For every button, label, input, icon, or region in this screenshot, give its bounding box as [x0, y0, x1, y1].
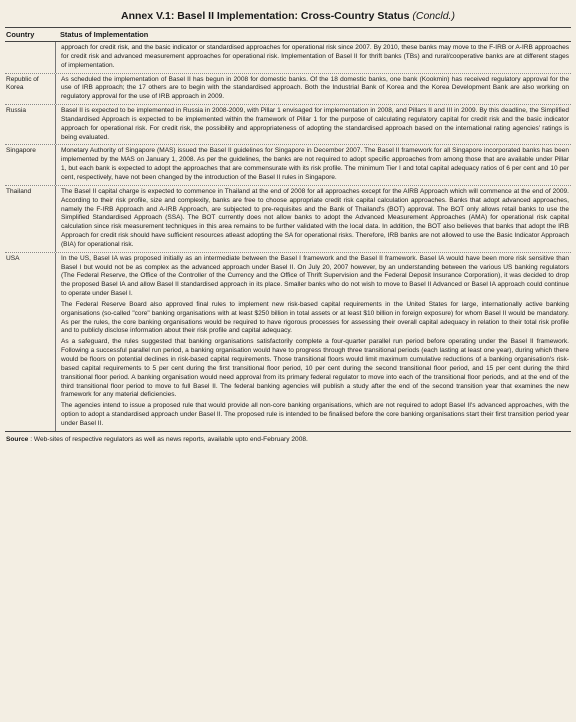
table-row-russia — [5, 105, 571, 145]
status-paragraph: As scheduled the implementation of Basel II has begun in 2008 for domestic banks. Of the 18 domestic banks, one bank (Kookmin) has received regulatory approval for the use of IRB approach; the 17 others are to begin with the standardised approach. Both the Industrial Bank of Korea and the Korea Development Bank are also working on regulatory approval for the use of IRB approach in 2009. — [61, 75, 569, 101]
status-paragraph: The Basel II capital charge is expected to commence in Thailand at the end of 2008 for all approaches except for the AIRB Approach which will commence at the end of 2009. According to their risk profile, size and complexity, banks are free to choose appropriate credit risk capital calculation approaches. Banks that adopt advanced approaches, namely the F-IRB Approach and A-IRB Approach, are subjected to pre-requisites and the Bank of Thailand's (BOT) approval. The BOT only allows retail banks to use the Simplified Standardised Approach (SSA). The BOT currently does not allow banks to adopt the Advanced Measurement Approaches (AMA) for operational risk capital calculation since risk measurement techniques in this area remains to be further validated with the local data. In addition, the BOT also believes that banks that adopt the IRB Approach for credit risk should have sufficient resources atleast adopting the SA for operational risks. Therefore, IRB banks are not allowed to use the Basic Indicator Approach (BIA) for operational risk. — [61, 187, 569, 248]
row-country: Russia — [6, 107, 27, 115]
row-country: USA — [6, 254, 20, 262]
row-country — [5, 42, 55, 73]
row-status — [55, 74, 571, 105]
source-note — [5, 432, 571, 445]
header-country: Country — [6, 30, 35, 39]
status-paragraph: approach for credit risk, and the basic indicator or standardised approaches for operational risk since 2007. By 2010, these banks may move to the F-IRB or A-IRB approaches for credit risk and advanced measurement approaches for operational risk. Implementation of Basel II for thrift banks (TBs) and rural/cooperative banks are at different stages of implementation. — [61, 44, 569, 69]
annex-title-main: Annex V.1: Basel II Implementation: Cross-Country Status — [121, 10, 410, 22]
row-status — [55, 253, 571, 431]
table-row-thailand — [5, 186, 571, 253]
table-row-usa — [5, 253, 571, 432]
header-status: Status of Implementation — [60, 30, 149, 39]
row-country: Thailand — [6, 187, 32, 195]
source-text: : Web-sites of respective regulators as well as news reports, available upto end-February 2008. — [28, 435, 308, 443]
status-paragraph: Basel II is expected to be implemented in Russia in 2008-2009, with Pillar 1 envisaged for implementation in 2008, and Pillars II and III in 2009. By this deadline, the Simplified Standardised Approach is expected to be implemented within the framework of Pillar 1 for the purpose of calculating regulatory capital for credit risk and the basic indicator approach for operational risk. For credit risk, the possibility and appropriateness of adopting the standardised approach based on the international rating agencies' ratings is being evaluated. — [61, 107, 569, 141]
annex-title-suffix: (Concld.) — [412, 10, 455, 22]
row-status — [55, 145, 571, 184]
status-paragraph: The agencies intend to issue a proposed rule that would provide all non-core banking organisations, which are not required to adopt Basel II's advanced approaches, with the option to adopt a standardised approach under Basel II. The proposed rule is intended to be finalised before the core banking organisations start their first transition period year under Basel II. — [61, 402, 569, 427]
table-row-korea — [5, 74, 571, 106]
table-header — [5, 28, 571, 42]
status-paragraph: Monetary Authority of Singapore (MAS) issued the Basel II guidelines for Singapore in December 2007. The Basel II framework for all Singapore incorporated banks has been implemented by the MAS on January 1, 2008. As per the guidelines, the banks are not required to adopt specific approaches from among those that are available under Pillar 1, but each bank is expected to adopt the approaches that are commensurate with its risk profile. The minimum Tier I and total capital adequacy ratios of 6 per cent and 10 per cent, respectively, have not been changed by the introduction of the Basel II rules in Singapore. — [61, 147, 569, 181]
row-status — [55, 42, 571, 73]
annex-page — [5, 4, 571, 445]
table-row-philippines-continued — [5, 42, 571, 74]
table-row-singapore — [5, 145, 571, 185]
row-status — [55, 105, 571, 144]
row-country: Singapore — [6, 147, 36, 155]
row-country: Republic of Korea — [6, 75, 39, 92]
status-paragraph: The Federal Reserve Board also approved final rules to implement new risk-based capital requirements in the United States for large, internationally active banking organisations (so-called "core" banking organisations with at least $250 billion in total assets or at least $10 billion in foreign exposure) for whom Basel II would be mandatory. As per the rules, the core banking organisations would be required to have rigorous processes for assessing their overall capital adequacy in relation to their total risk profile and to publicly disclose information about their risk profile and capital adequacy. — [61, 300, 569, 335]
status-paragraph: As a safeguard, the rules suggested that banking organisations satisfactorily complete a four-quarter parallel run period before operating under the Basel II framework. Following a successful parallel run period, a banking organisation would have to progress through three transitional periods (each lasting at least one year), during which there would be floors on potential declines in risk-based capital requirements. Those transitional floors would limit maximum cumulative reductions of a banking organisation's risk-based capital requirements to 5 per cent during the first transitional floor period, 10 per cent during the second transitional floor period, and 15 per cent during the third transitional floor period. A banking organisation would need approval from its primary federal regulator to move into each of the transitional floor periods, and at the end of the third transitional floor period to move to full Basel II. The federal banking agencies will publish a study after the end of the second transition year that examines the new framework for any material deficiencies. — [61, 338, 569, 399]
source-label: Source — [6, 435, 29, 443]
status-table — [5, 28, 571, 432]
annex-title — [5, 4, 571, 27]
row-status — [55, 186, 571, 252]
status-paragraph: In the US, Basel IA was proposed initially as an intermediate between the Basel I framework and the Basel II framework. Basel IA would have been more risk sensitive than Basel I but would not be as complex as the advanced approach under Basel II. On July 20, 2007 however, by an understanding between the various US banking regulators (The Federal Reserve, the Office of the Controller of the Currency and the Office of Thrift Supervision and the Federal Deposit Insurance Corporation), it was decided to drop the proposed Basel IA and allow Basel II standardised approach in its place. Smaller banks who do not wish to move to Basel II Advanced or Basel IA approach could continue to operate under Basel I. — [61, 254, 569, 298]
